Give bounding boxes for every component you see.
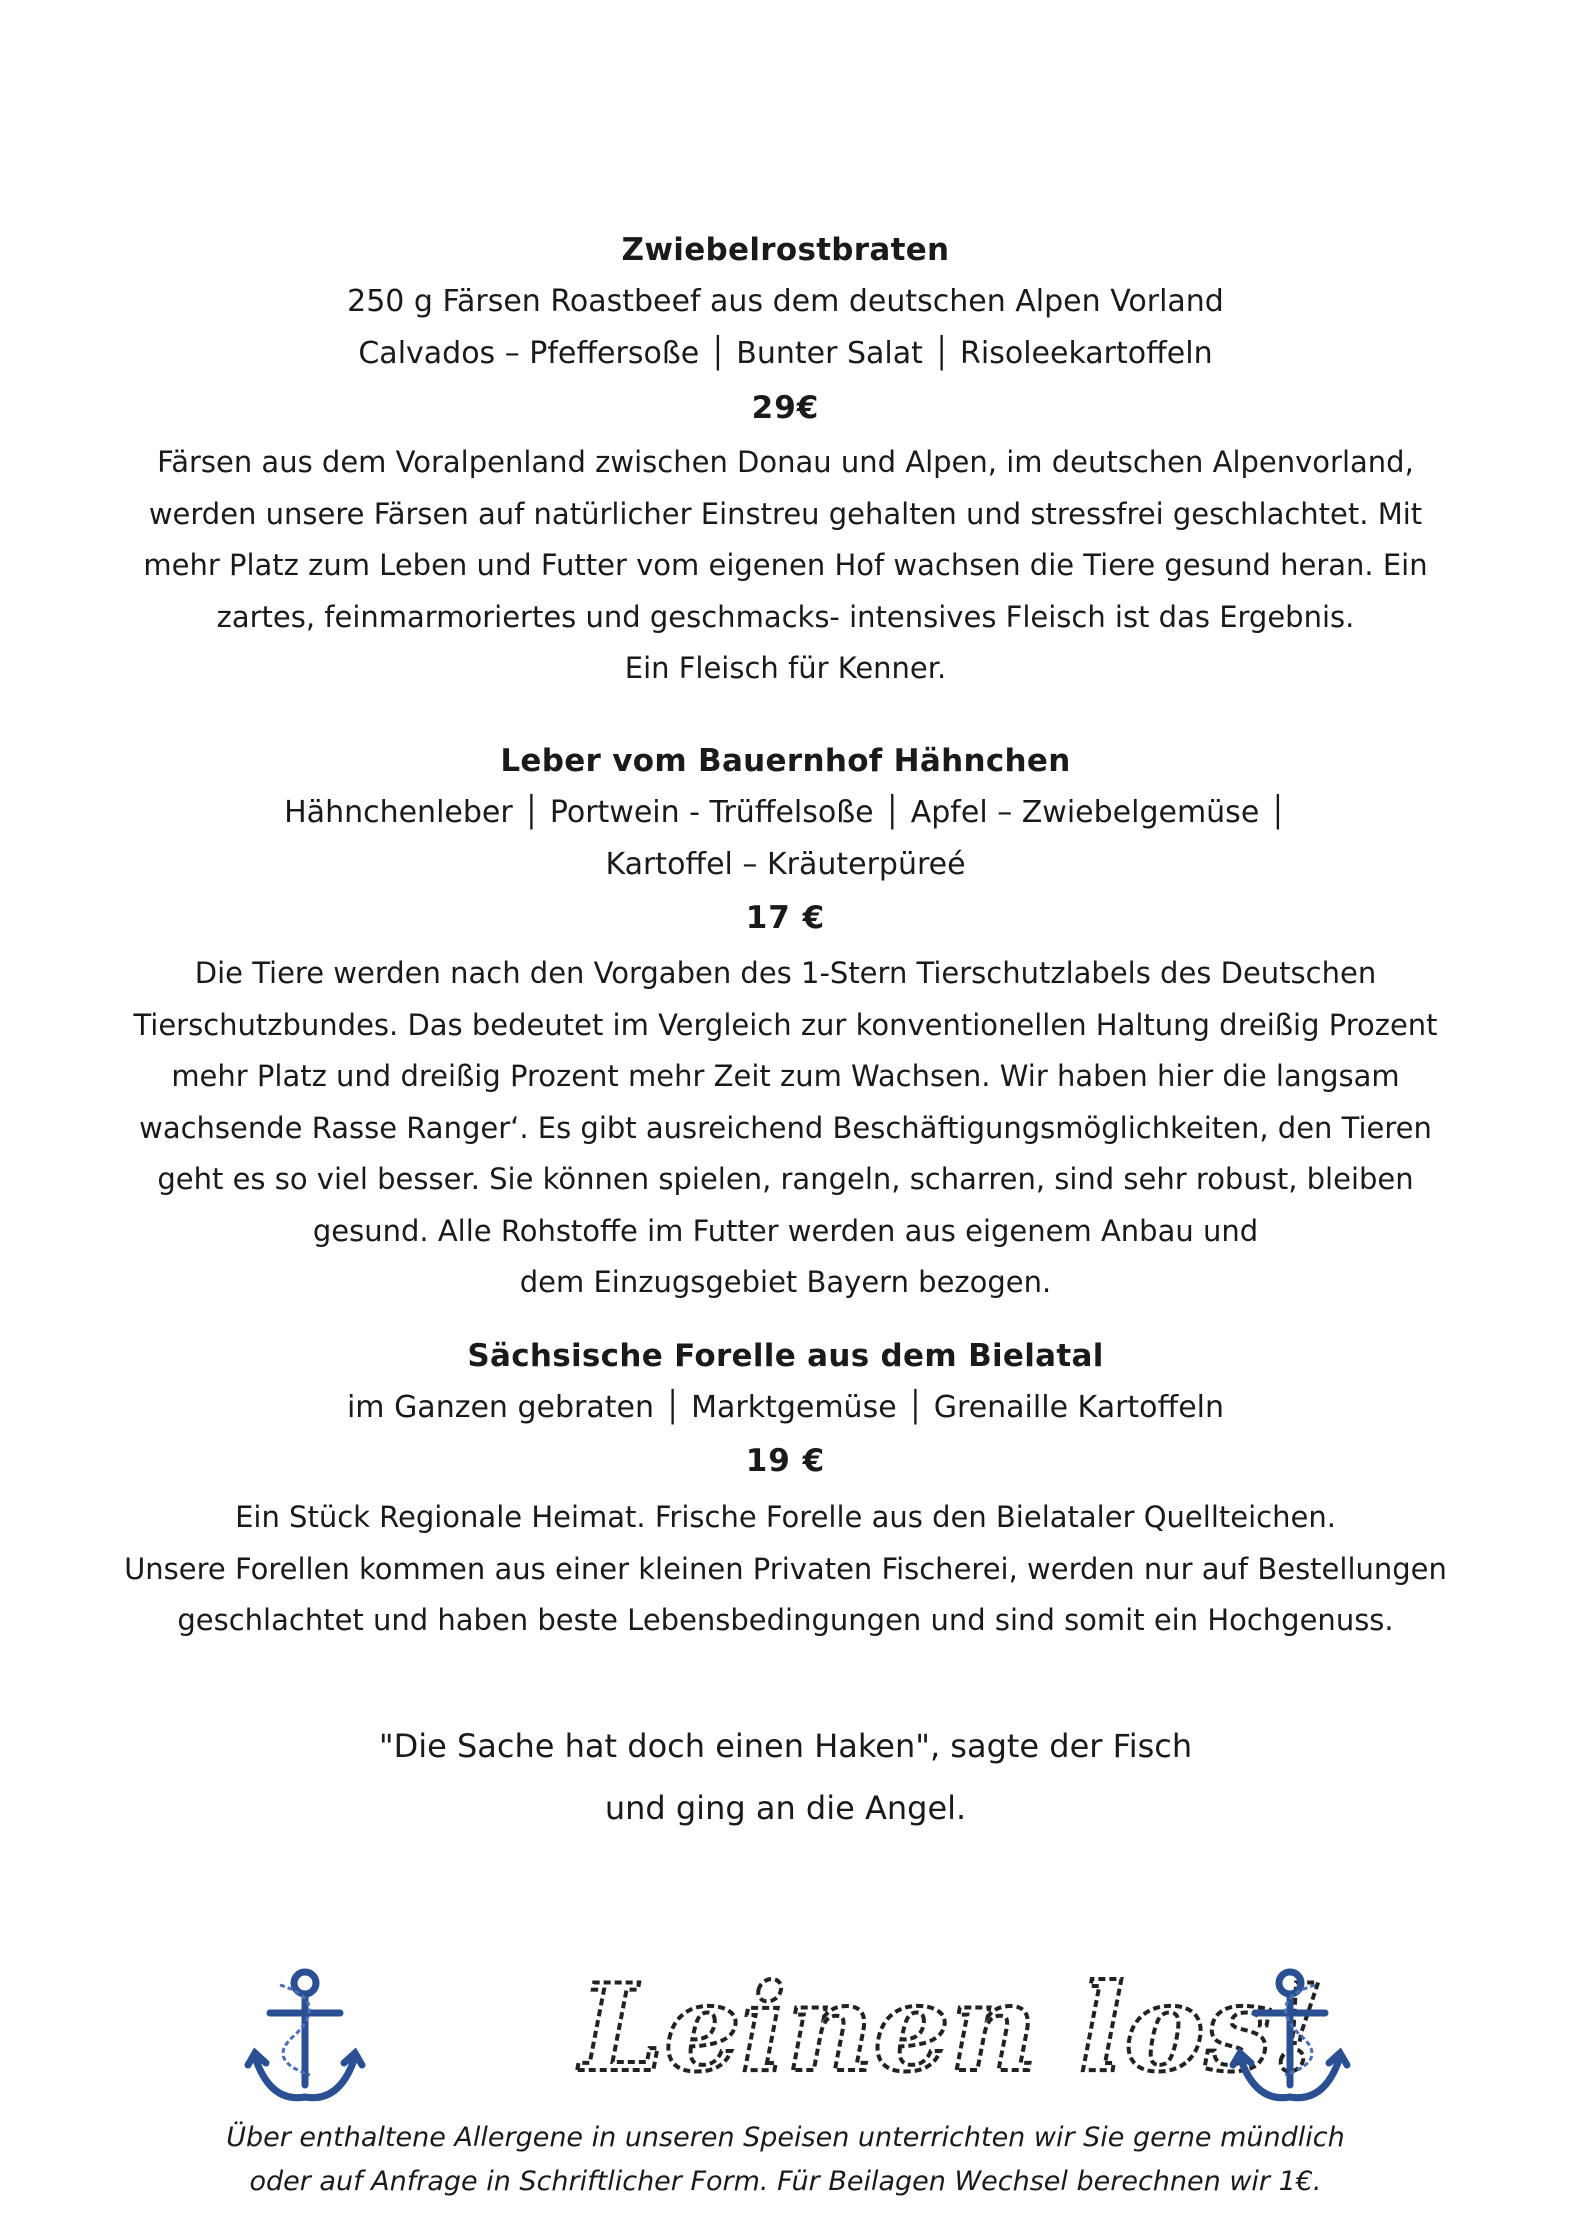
- description-line: wachsende Rasse Ranger‘. Es gibt ausreichend Beschäftigungsmöglichkeiten, den Tieren: [139, 1110, 1432, 1145]
- anchor-icon: [1225, 1965, 1355, 2115]
- logo-text: Leinen los!: [580, 1958, 1325, 2099]
- quote-line: und ging an die Angel.: [604, 1789, 967, 1827]
- description-line: zartes, feinmarmoriertes und geschmacks- intensives Fleisch ist das Ergebnis.: [216, 599, 1355, 634]
- description-line: mehr Platz zum Leben und Futter vom eigenen Hof wachsen die Tiere gesund heran. Ein: [143, 548, 1428, 582]
- dish-subline: Calvados – Pfeffersoße │ Bunter Salat │ Risoleekartoffeln: [358, 336, 1213, 371]
- dish-description: [0, 948, 1571, 1309]
- dish-description: [0, 437, 1571, 695]
- description-line: Unsere Forellen kommen aus einer kleinen Privaten Fischerei, werden nur auf Bestellungen: [124, 1551, 1447, 1586]
- dish-title: Leber vom Bauernhof Hähnchen: [500, 743, 1071, 779]
- dish-title: Zwiebelrostbraten: [621, 232, 950, 268]
- dish-subline: im Ganzen gebraten │ Marktgemüse │ Grenaille Kartoffeln: [346, 1390, 1225, 1425]
- allergen-line: Über enthaltene Allergene in unseren Speisen unterrichten wir Sie gerne mündlich: [226, 2122, 1345, 2153]
- anchor-icon: [240, 1965, 370, 2115]
- dish-subline: Kartoffel – Kräuterpüreé: [605, 847, 966, 882]
- allergen-line: oder auf Anfrage in Schriftlicher Form. Für Beilagen Wechsel berechnen wir 1€.: [249, 2166, 1322, 2197]
- allergen-note: [0, 2116, 1571, 2204]
- description-line: gesund. Alle Rohstoffe im Futter werden aus eigenem Anbau und: [312, 1213, 1259, 1248]
- dish-subline: 250 g Färsen Roastbeef aus dem deutschen Alpen Vorland: [347, 284, 1224, 319]
- dish-price: 17 €: [745, 900, 826, 936]
- dish-price: 19 €: [745, 1443, 826, 1479]
- description-line: Ein Stück Regionale Heimat. Frische Forelle aus den Bielataler Quellteichen.: [235, 1500, 1336, 1534]
- description-line: dem Einzugsgebiet Bayern bezogen.: [519, 1265, 1052, 1299]
- leinen-los-logo: [570, 1952, 1325, 2102]
- dish-title: Sächsische Forelle aus dem Bielatal: [467, 1338, 1104, 1374]
- description-line: Tierschutzbundes. Das bedeutet im Vergleich zur konventionellen Haltung dreißig Prozent: [133, 1007, 1438, 1042]
- description-line: geht es so viel besser. Sie können spielen, rangeln, scharren, sind sehr robust, bleiben: [157, 1162, 1414, 1196]
- quote-line: "Die Sache hat doch einen Haken", sagte der Fisch: [378, 1727, 1193, 1765]
- dish-description: [0, 1492, 1571, 1647]
- description-line: Die Tiere werden nach den Vorgaben des 1-Stern Tierschutzlabels des Deutschen: [194, 956, 1377, 990]
- description-line: geschlachtet und haben beste Lebensbedingungen und sind somit ein Hochgenuss.: [177, 1603, 1394, 1637]
- dish-price: 29€: [751, 390, 820, 426]
- dish-subline: Hähnchenleber │ Portwein - Trüffelsoße │ Apfel – Zwiebelgemüse │: [284, 795, 1287, 830]
- description-line: Färsen aus dem Voralpenland zwischen Donau und Alpen, im deutschen Alpenvorland,: [157, 445, 1414, 479]
- description-line: mehr Platz und dreißig Prozent mehr Zeit zum Wachsen. Wir haben hier die langsam: [171, 1059, 1400, 1093]
- description-line: werden unsere Färsen auf natürlicher Einstreu gehalten und stressfrei geschlachtet. Mit: [148, 496, 1423, 531]
- description-line: Ein Fleisch für Kenner.: [624, 651, 947, 685]
- fish-quote: [0, 1715, 1571, 1839]
